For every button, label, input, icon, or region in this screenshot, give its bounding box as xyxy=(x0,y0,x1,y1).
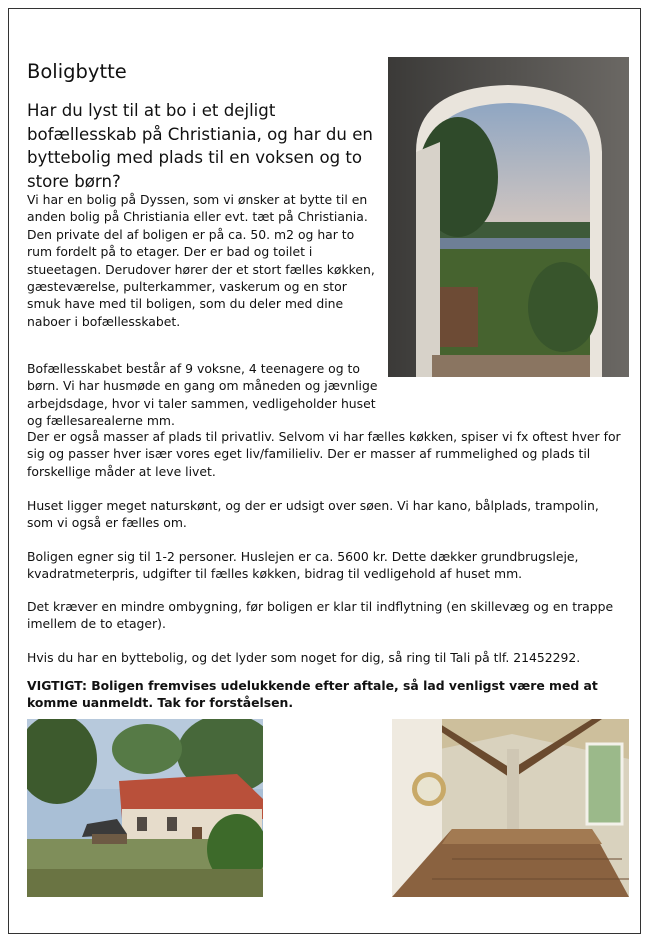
interior-room-photo xyxy=(392,719,629,897)
paragraph-community: Bofællesskabet består af 9 voksne, 4 teenagere og to børn. Vi har husmøde en gang om måneden og jævnlige arbejdsdage, hvor vi taler sammen, vedligeholder huset og fællesarealerne mm. xyxy=(27,361,378,429)
paragraph-intro: Vi har en bolig på Dyssen, som vi ønsker at bytte til en anden bolig på Christiania eller evt. tæt på Christiania. Den private del af boligen er på ca. 50. m2 og har to rum fordelt på to etager. Der er bad og toilet i stueetagen. Derudover hører der et stort fælles køkken, gæsteværelse, pulterkammer, vaskerum og en stor smuk have med til boligen, som du deler med dine naboer i bofællesskabet. xyxy=(27,192,375,329)
paragraph-nature: Huset ligger meget naturskønt, og der er udsigt over søen. Vi har kano, bålplads, trampolin, som vi også er fælles om. xyxy=(27,498,599,531)
paragraph-privacy: Der er også masser af plads til privatliv. Selvom vi har fælles køkken, spiser vi fx oftest hver for sig og passer hver især vores eget liv/familieliv. Der er masser af rummelighed og plads til forskellige måder at leve livet. xyxy=(27,429,621,479)
lake-view-photo xyxy=(388,57,629,377)
house-exterior-photo xyxy=(27,719,263,897)
paragraph-rent: Boligen egner sig til 1-2 personer. Huslejen er ca. 5600 kr. Dette dækker grundbrugsleje, kvadratmeterpris, udgifter til fælles køkken, bidrag til vedligehold af huset mm. xyxy=(27,549,579,582)
paragraph-contact: Hvis du har en byttebolig, og det lyder som noget for dig, så ring til Tali på tlf. 21452292. xyxy=(27,650,581,665)
page-title: Boligbytte xyxy=(27,60,127,83)
page-subtitle: Har du lyst til at bo i et dejligt bofællesskab på Christiania, og har du en byttebolig med plads til en voksen og to store børn? xyxy=(27,101,373,191)
paragraph-renovation: Det kræver en mindre ombygning, før boligen er klar til indflytning (en skillevæg og en trappe imellem de to etager). xyxy=(27,599,614,632)
paragraph-important: VIGTIGT: Boligen fremvises udelukkende efter aftale, så lad venligst være med at komme uanmeldt. Tak for forståelsen. xyxy=(27,678,598,711)
